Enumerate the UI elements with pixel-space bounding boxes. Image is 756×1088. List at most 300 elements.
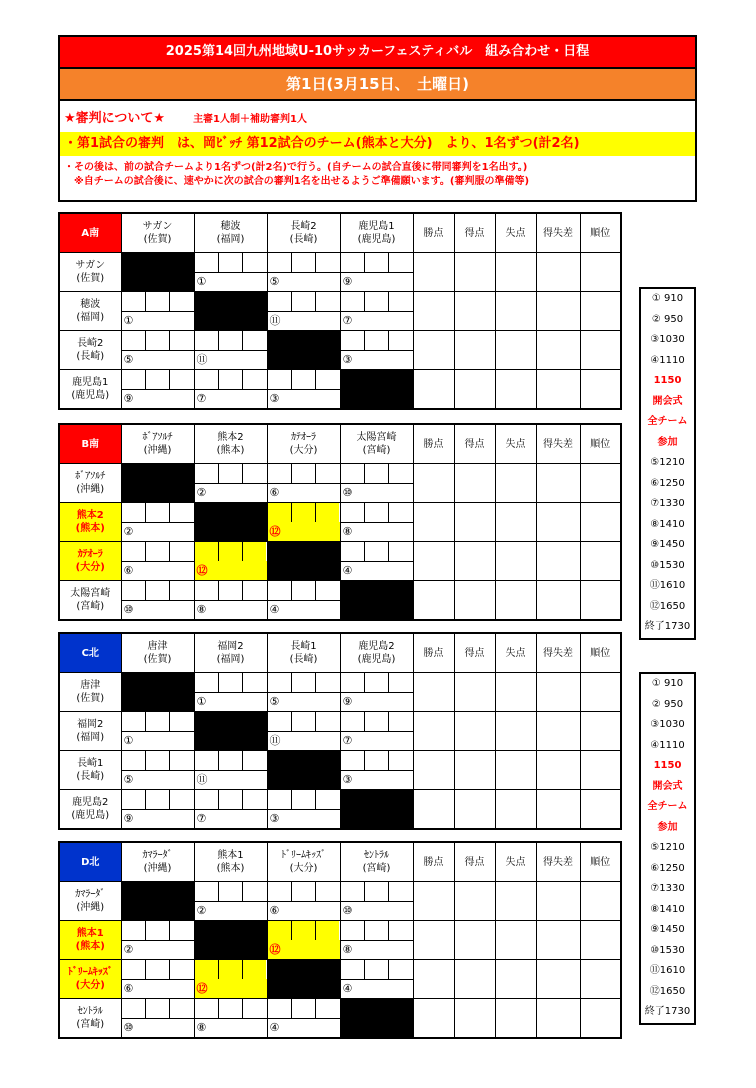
schedule-slot: 参加 (657, 436, 678, 448)
stat-cell (536, 960, 580, 999)
score-boxes (122, 331, 194, 351)
match-cell (267, 253, 340, 292)
match-cell (267, 999, 340, 1039)
team-name: 熊本1 (217, 850, 244, 861)
team-name: 福岡2 (77, 719, 104, 730)
group-name: B南 (59, 424, 121, 464)
team-prefecture: (熊本) (75, 523, 105, 534)
match-number: ⑨ (123, 392, 134, 405)
stat-cell (536, 464, 580, 503)
score-boxes (122, 712, 194, 732)
team-prefecture: (鹿児島) (357, 234, 396, 245)
stat-header: 勝点 (413, 424, 454, 464)
score-boxes (341, 712, 413, 732)
team-name: 福岡2 (217, 641, 244, 652)
score-boxes (122, 751, 194, 771)
referee-heading (64, 107, 307, 126)
stat-cell (495, 921, 536, 960)
stat-header: 得失差 (536, 213, 580, 253)
team-name: 穂波 (80, 299, 101, 310)
match-cell (340, 253, 413, 292)
team-column-header (121, 424, 194, 464)
referee-system: 主審1人制＋補助審判1人 (193, 114, 307, 125)
team-prefecture: (福岡) (76, 732, 105, 743)
score-boxes (122, 960, 194, 980)
stat-cell (580, 253, 621, 292)
stat-cell (495, 503, 536, 542)
match-number: ① (123, 734, 134, 747)
self-match-blank (340, 370, 413, 410)
match-number: ⑤ (269, 275, 280, 288)
team-prefecture: (宮崎) (362, 445, 391, 456)
stat-cell (495, 464, 536, 503)
stat-header: 勝点 (413, 213, 454, 253)
score-boxes (195, 542, 267, 562)
stat-cell (580, 790, 621, 830)
stat-cell (454, 464, 495, 503)
group-table-1 (58, 423, 620, 621)
team-column-header (267, 633, 340, 673)
schedule-box-south (639, 287, 696, 640)
team-prefecture: (大分) (75, 980, 105, 991)
match-cell (267, 370, 340, 410)
match-cell (267, 464, 340, 503)
stat-cell (495, 882, 536, 921)
schedule-slot: ⑧1410 (650, 903, 685, 915)
stat-cell (536, 673, 580, 712)
self-match-blank (340, 581, 413, 621)
group-table-0 (58, 212, 620, 410)
stat-cell (536, 999, 580, 1039)
score-boxes (122, 503, 194, 523)
stat-cell (580, 921, 621, 960)
team-name: ｶﾃｵｰﾗ (291, 432, 316, 443)
stat-cell (454, 751, 495, 790)
team-column-header (340, 424, 413, 464)
stat-cell (413, 292, 454, 331)
match-number: ⑫ (269, 525, 281, 538)
match-cell (121, 331, 194, 370)
match-number: ⑧ (196, 1021, 207, 1034)
match-cell (194, 253, 267, 292)
match-cell (121, 921, 194, 960)
match-cell (194, 673, 267, 712)
stat-cell (454, 503, 495, 542)
stat-header: 順位 (580, 213, 621, 253)
schedule-slot: ⑫1650 (649, 600, 686, 612)
match-number: ⑤ (123, 773, 134, 786)
team-row-label (59, 790, 121, 830)
schedule-slot: ⑥1250 (650, 862, 685, 874)
team-column-header (194, 213, 267, 253)
match-number: ⑨ (342, 275, 353, 288)
stat-cell (495, 712, 536, 751)
match-number: ⑧ (196, 603, 207, 616)
stat-cell (413, 999, 454, 1039)
schedule-slot: ① 910 (651, 293, 684, 304)
schedule-slot: 開会式 (652, 780, 683, 792)
score-boxes (268, 712, 340, 732)
team-row-label (59, 331, 121, 370)
stat-cell (495, 581, 536, 621)
stat-header: 得失差 (536, 424, 580, 464)
match-number: ⑪ (196, 353, 208, 366)
team-name: ｾﾝﾄﾗﾙ (77, 1006, 103, 1017)
match-cell (121, 999, 194, 1039)
score-boxes (341, 542, 413, 562)
team-prefecture: (福岡) (216, 654, 245, 665)
stat-cell (454, 292, 495, 331)
team-name: ｶﾃｵｰﾗ (77, 549, 103, 560)
team-name: ｶﾏﾗｰﾀﾞ (142, 850, 173, 861)
team-name: 長崎1 (290, 641, 317, 652)
team-name: 熊本2 (76, 510, 104, 521)
match-number: ⑫ (196, 564, 208, 577)
stat-cell (580, 751, 621, 790)
stat-cell (454, 882, 495, 921)
match-cell (121, 960, 194, 999)
score-boxes (341, 292, 413, 312)
stat-cell (580, 542, 621, 581)
match-cell (340, 503, 413, 542)
score-boxes (341, 751, 413, 771)
team-column-header (194, 633, 267, 673)
stat-cell (536, 790, 580, 830)
match-cell (194, 464, 267, 503)
match-cell (121, 712, 194, 751)
score-boxes (195, 331, 267, 351)
schedule-slot: ① 910 (651, 678, 684, 689)
team-prefecture: (大分) (289, 863, 318, 874)
team-prefecture: (熊本) (75, 941, 105, 952)
stat-cell (495, 999, 536, 1039)
team-name: 鹿児島1 (72, 377, 109, 388)
stat-cell (536, 882, 580, 921)
schedule-slot: ⑥1250 (650, 477, 685, 489)
stat-cell (580, 292, 621, 331)
team-name: 熊本1 (76, 928, 104, 939)
self-match-blank (194, 292, 267, 331)
match-cell (194, 751, 267, 790)
match-cell (340, 960, 413, 999)
stat-header: 失点 (495, 633, 536, 673)
team-prefecture: (鹿児島) (71, 390, 110, 401)
team-name: ﾎﾞｱｿﾙﾁ (142, 432, 173, 443)
stat-cell (495, 790, 536, 830)
score-boxes (195, 960, 267, 980)
match-cell (340, 331, 413, 370)
match-cell (121, 542, 194, 581)
team-column-header (340, 633, 413, 673)
match-cell (340, 673, 413, 712)
match-number: ⑨ (123, 812, 134, 825)
stat-cell (495, 292, 536, 331)
team-column-header (194, 424, 267, 464)
stat-cell (495, 751, 536, 790)
team-prefecture: (宮崎) (362, 863, 391, 874)
stat-cell (413, 542, 454, 581)
match-number: ⑧ (342, 525, 353, 538)
match-number: ① (196, 695, 207, 708)
team-prefecture: (長崎) (76, 351, 105, 362)
stat-cell (495, 370, 536, 410)
stat-cell (454, 999, 495, 1039)
stat-cell (454, 370, 495, 410)
score-boxes (341, 882, 413, 902)
group-name: A南 (59, 213, 121, 253)
team-prefecture: (鹿児島) (71, 810, 110, 821)
schedule-box-north (639, 672, 696, 1025)
day-banner: 第1日(3月15日、 土曜日) (58, 69, 697, 101)
team-prefecture: (福岡) (216, 234, 245, 245)
team-row-label (59, 370, 121, 410)
score-boxes (195, 464, 267, 484)
schedule-slot: ⑦1330 (650, 883, 685, 894)
schedule-slot: ⑤1210 (650, 842, 685, 853)
team-column-header (121, 213, 194, 253)
match-cell (340, 882, 413, 921)
team-name: 長崎2 (290, 221, 317, 232)
score-boxes (122, 370, 194, 390)
schedule-slot: ⑨1450 (650, 539, 685, 550)
score-boxes (268, 882, 340, 902)
team-column-header (340, 842, 413, 882)
stat-header: 失点 (495, 842, 536, 882)
schedule-slot: ③1030 (650, 334, 685, 345)
team-name: サガン (75, 260, 106, 271)
match-cell (340, 542, 413, 581)
team-row-label (59, 253, 121, 292)
team-row-label (59, 542, 121, 581)
schedule-slot: 開会式 (652, 395, 683, 407)
match-number: ③ (342, 353, 353, 366)
stat-cell (536, 581, 580, 621)
schedule-slot: 終了1730 (644, 621, 691, 632)
self-match-blank (121, 253, 194, 292)
schedule-slot: ⑪1610 (649, 580, 686, 591)
self-match-blank (267, 542, 340, 581)
team-prefecture: (沖縄) (76, 902, 105, 913)
stat-cell (454, 331, 495, 370)
schedule-slot: ⑩1530 (650, 944, 685, 956)
group-table-2 (58, 632, 620, 830)
match-cell (121, 370, 194, 410)
stat-header: 得失差 (536, 633, 580, 673)
stat-cell (580, 464, 621, 503)
stat-cell (536, 331, 580, 370)
match-number: ③ (269, 812, 280, 825)
score-boxes (341, 673, 413, 693)
self-match-blank (121, 464, 194, 503)
team-column-header (194, 842, 267, 882)
team-prefecture: (熊本) (216, 445, 245, 456)
team-name: 長崎1 (77, 758, 104, 769)
match-number: ⑦ (342, 734, 353, 747)
score-boxes (341, 503, 413, 523)
match-cell (267, 503, 340, 542)
team-prefecture: (佐賀) (76, 273, 105, 284)
match-number: ⑫ (196, 982, 208, 995)
team-row-label (59, 673, 121, 712)
stat-cell (495, 960, 536, 999)
first-match-referee: ・第1試合の審判 は、岡ﾋﾞｯﾁ 第12試合のチーム(熊本と大分) より、1名ずつ(計2名) (60, 132, 695, 156)
self-match-blank (194, 712, 267, 751)
match-cell (267, 921, 340, 960)
stat-cell (580, 882, 621, 921)
referee-heading-label: ★審判について★ (64, 111, 166, 126)
team-column-header (267, 424, 340, 464)
team-prefecture: (佐賀) (76, 693, 105, 704)
score-boxes (268, 370, 340, 390)
match-cell (340, 751, 413, 790)
schedule-slot: ② 950 (651, 698, 684, 710)
match-cell (267, 292, 340, 331)
score-boxes (122, 790, 194, 810)
self-match-blank (121, 882, 194, 921)
team-row-label (59, 960, 121, 999)
match-number: ⑦ (342, 314, 353, 327)
score-boxes (195, 253, 267, 273)
match-number: ③ (269, 392, 280, 405)
score-boxes (268, 673, 340, 693)
stat-cell (495, 542, 536, 581)
team-name: 唐津 (147, 641, 168, 652)
score-boxes (122, 999, 194, 1019)
stat-cell (454, 542, 495, 581)
score-boxes (268, 464, 340, 484)
stat-cell (580, 581, 621, 621)
schedule-slot: 全チーム (647, 416, 688, 427)
referee-rule-1: ・その後は、前の試合チームより1名ずつ(計2名)で行う。(自チームの試合直後に帯同審判を1名出す。) (64, 162, 528, 173)
match-number: ② (196, 904, 207, 917)
schedule-slot: ⑦1330 (650, 498, 685, 509)
team-prefecture: (佐賀) (143, 654, 172, 665)
team-name: 熊本2 (217, 432, 244, 443)
referee-rule-2: ※自チームの試合後に、速やかに次の試合の審判1名を出せるようご準備願います。(審判服の準備等) (64, 176, 530, 187)
team-prefecture: (沖縄) (143, 863, 172, 874)
match-cell (340, 712, 413, 751)
match-number: ⑤ (269, 695, 280, 708)
self-match-blank (267, 960, 340, 999)
stat-header: 得失差 (536, 842, 580, 882)
match-number: ④ (342, 564, 353, 577)
team-name: ｶﾏﾗｰﾀﾞ (75, 889, 106, 900)
self-match-blank (267, 331, 340, 370)
match-number: ⑥ (269, 904, 280, 917)
stat-cell (454, 253, 495, 292)
stat-cell (536, 712, 580, 751)
team-name: 唐津 (80, 680, 101, 691)
match-number: ⑤ (123, 353, 134, 366)
team-prefecture: (宮崎) (76, 1019, 105, 1030)
stat-header: 順位 (580, 842, 621, 882)
schedule-slot: ③1030 (650, 719, 685, 730)
team-name: 鹿児島2 (358, 641, 395, 652)
match-number: ④ (342, 982, 353, 995)
match-cell (267, 882, 340, 921)
stat-cell (413, 921, 454, 960)
schedule-slot: 全チーム (647, 801, 688, 812)
team-prefecture: (熊本) (216, 863, 245, 874)
team-name: ﾎﾞｱｿﾙﾁ (75, 471, 106, 482)
schedule-slot: 1150 (653, 375, 682, 386)
match-cell (121, 503, 194, 542)
score-boxes (195, 370, 267, 390)
score-boxes (122, 581, 194, 601)
score-boxes (122, 542, 194, 562)
schedule-slot: ⑨1450 (650, 924, 685, 935)
score-boxes (268, 292, 340, 312)
team-prefecture: (大分) (75, 562, 105, 573)
team-row-label (59, 712, 121, 751)
score-boxes (195, 673, 267, 693)
team-prefecture: (大分) (289, 445, 318, 456)
group-name: C北 (59, 633, 121, 673)
team-name: 太陽宮崎 (356, 432, 397, 443)
team-prefecture: (長崎) (289, 234, 318, 245)
stat-cell (413, 960, 454, 999)
team-row-label (59, 882, 121, 921)
stat-header: 勝点 (413, 842, 454, 882)
stat-cell (413, 464, 454, 503)
score-boxes (341, 921, 413, 941)
score-boxes (195, 581, 267, 601)
stat-cell (454, 790, 495, 830)
page-title: 2025第14回九州地域U-10サッカーフェスティバル 組み合わせ・日程 (58, 35, 697, 69)
score-boxes (341, 331, 413, 351)
score-boxes (122, 921, 194, 941)
stat-cell (454, 673, 495, 712)
team-row-label (59, 581, 121, 621)
score-boxes (268, 503, 340, 523)
stat-cell (454, 712, 495, 751)
match-cell (194, 581, 267, 621)
match-cell (194, 370, 267, 410)
stat-cell (536, 253, 580, 292)
score-boxes (268, 790, 340, 810)
team-row-label (59, 292, 121, 331)
schedule-slot: 参加 (657, 821, 678, 833)
schedule-slot: ② 950 (651, 313, 684, 325)
match-cell (121, 790, 194, 830)
score-boxes (268, 921, 340, 941)
stat-cell (454, 581, 495, 621)
schedule-slot: ④1110 (650, 354, 685, 366)
self-match-blank (194, 921, 267, 960)
stat-header: 失点 (495, 424, 536, 464)
stat-header: 得点 (454, 633, 495, 673)
match-cell (194, 960, 267, 999)
group-table-3 (58, 841, 620, 1039)
score-boxes (341, 253, 413, 273)
stat-cell (580, 999, 621, 1039)
match-cell (121, 581, 194, 621)
match-cell (121, 751, 194, 790)
group-name: D北 (59, 842, 121, 882)
team-prefecture: (宮崎) (76, 601, 105, 612)
match-cell (267, 790, 340, 830)
stat-cell (536, 292, 580, 331)
team-column-header (121, 842, 194, 882)
schedule-slot: ⑫1650 (649, 985, 686, 997)
team-column-header (340, 213, 413, 253)
score-boxes (268, 253, 340, 273)
team-prefecture: (長崎) (76, 771, 105, 782)
match-cell (121, 292, 194, 331)
stat-cell (580, 960, 621, 999)
schedule-slot: ⑪1610 (649, 965, 686, 976)
team-name: サガン (142, 221, 173, 232)
